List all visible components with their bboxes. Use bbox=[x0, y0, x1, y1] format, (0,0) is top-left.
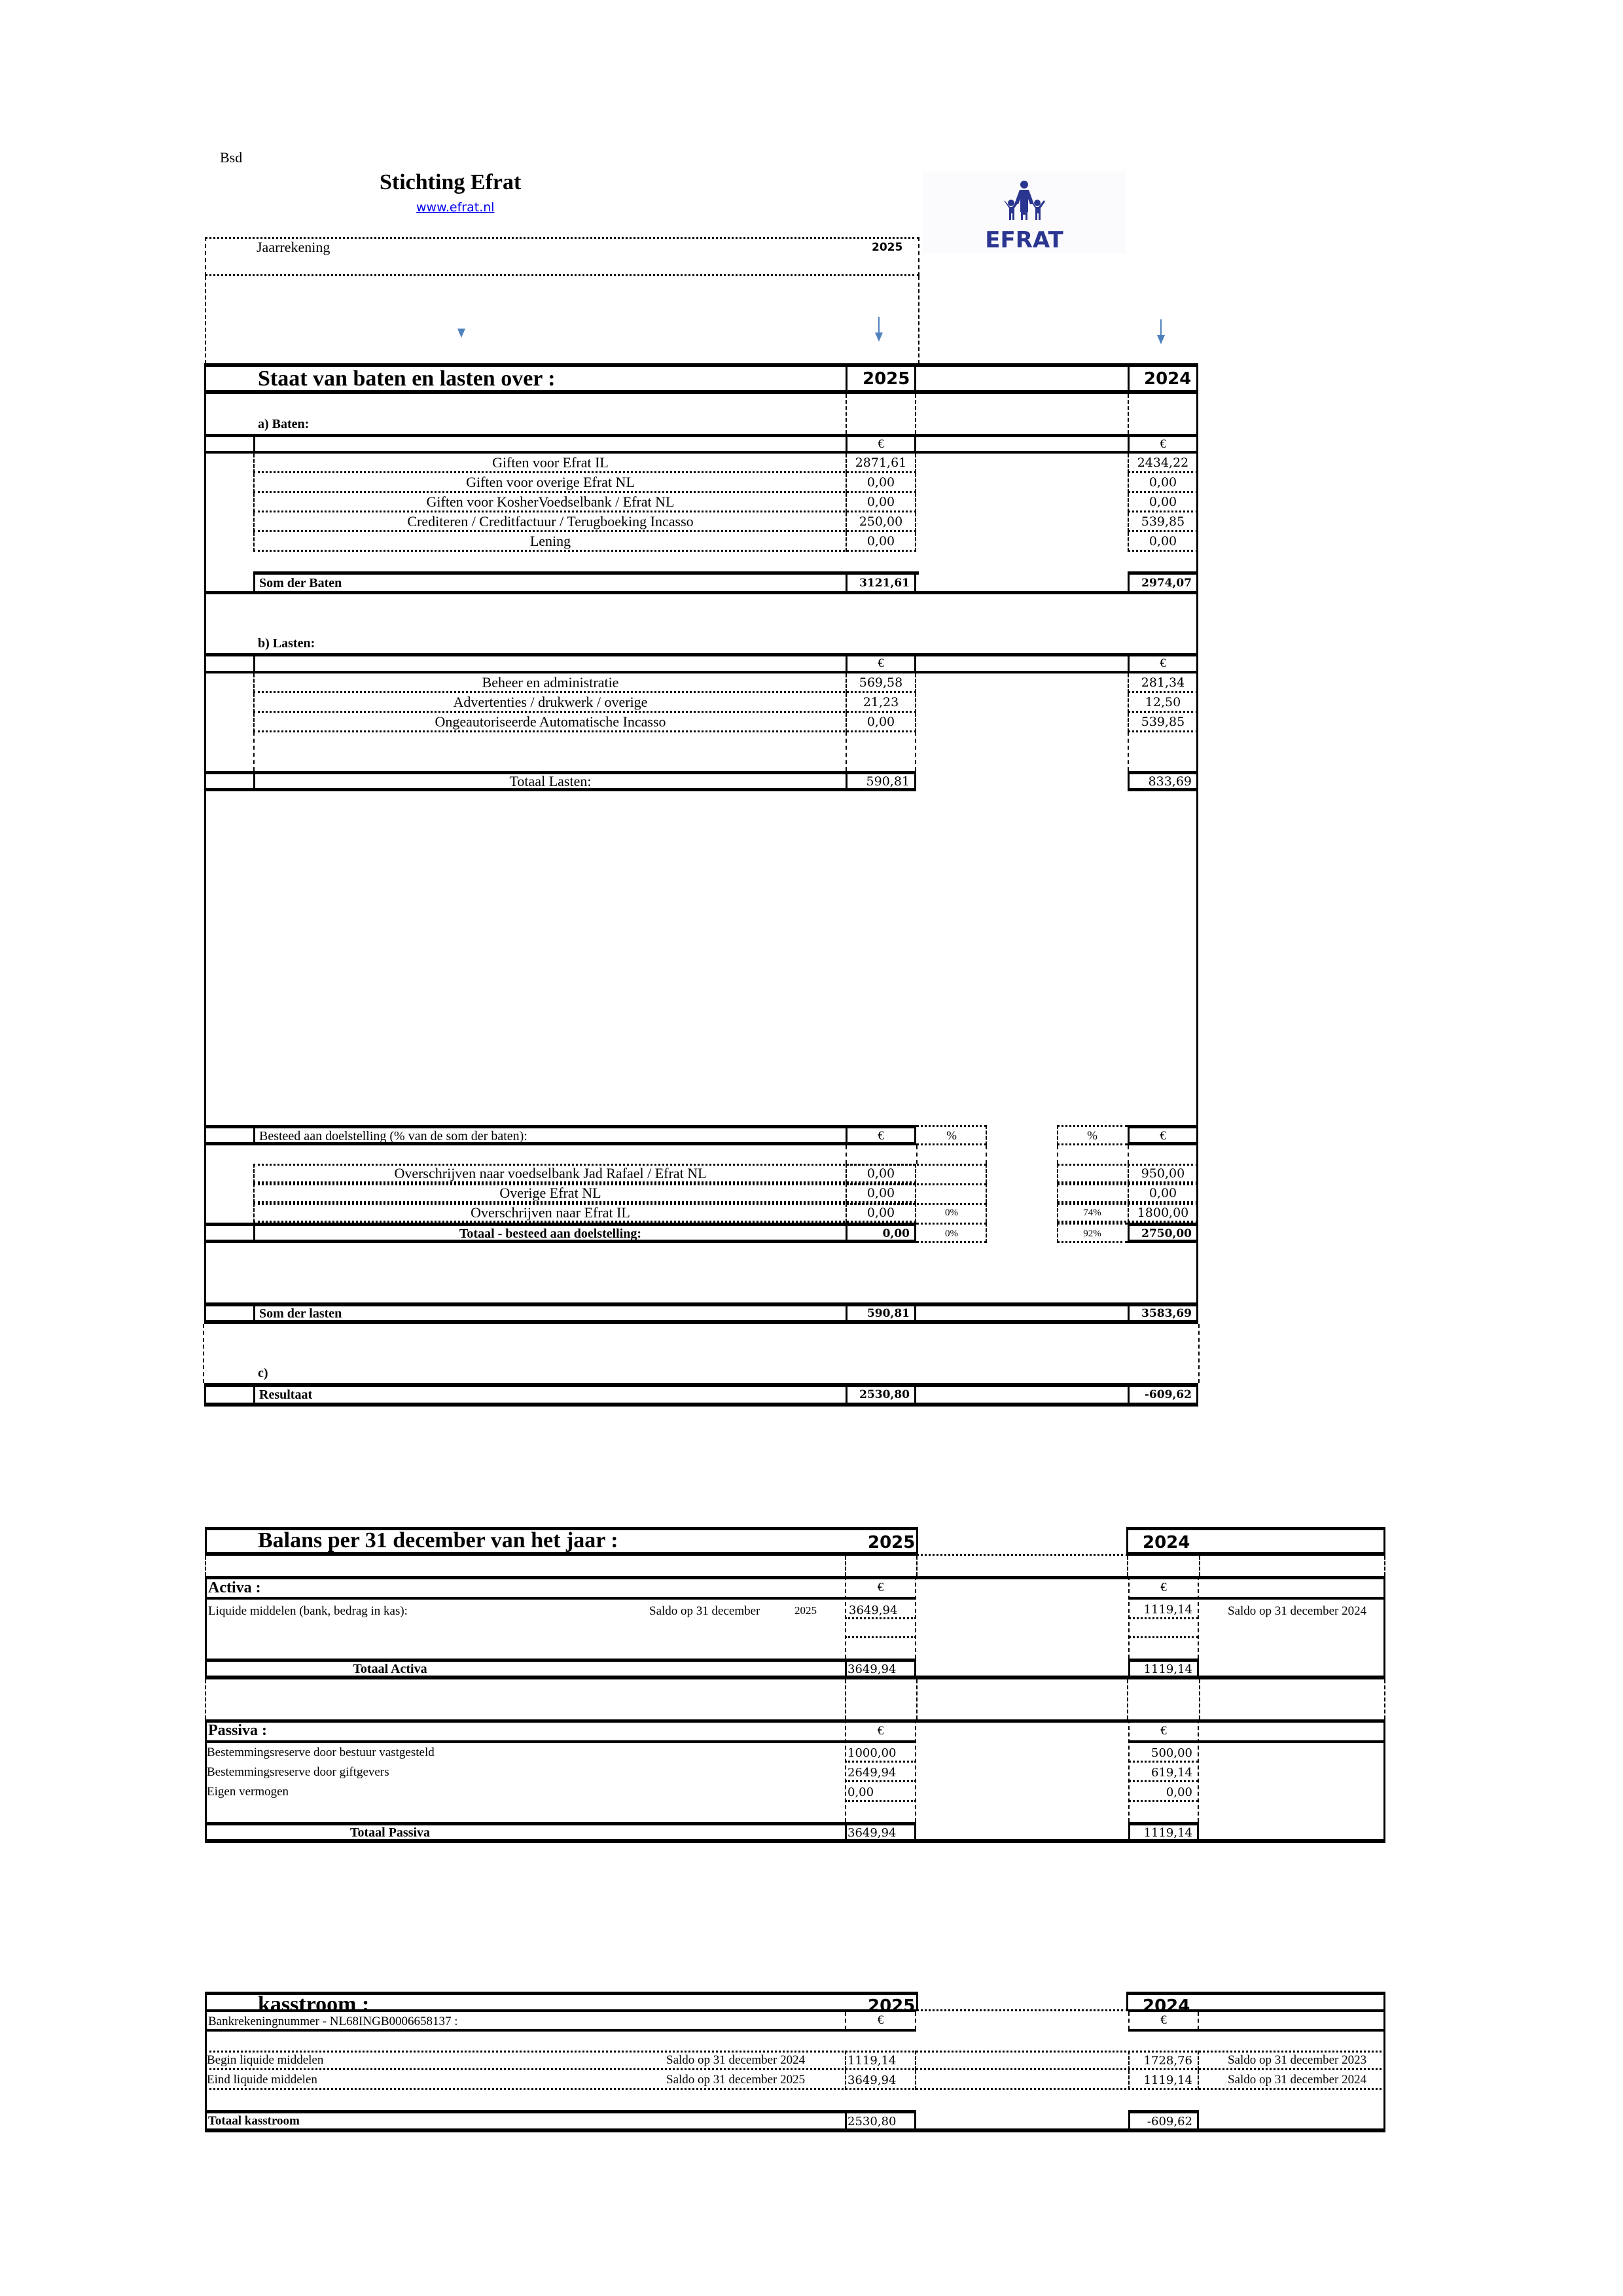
row-value-2024: 0,00 bbox=[1166, 1785, 1192, 1799]
som-lasten-2025: 590,81 bbox=[866, 1307, 910, 1320]
liquide-2025: 3649,94 bbox=[849, 1604, 898, 1617]
totaal-activa-label: Totaal Activa bbox=[353, 1661, 427, 1676]
divider bbox=[205, 1597, 916, 1600]
balance-year-2024: 2024 bbox=[1143, 1533, 1190, 1552]
totaal-kasstroom-label: Totaal kasstroom bbox=[208, 2114, 300, 2128]
divider bbox=[205, 2029, 916, 2032]
col-guide bbox=[845, 1556, 1128, 1576]
lasten-label: b) Lasten: bbox=[258, 636, 315, 651]
totaal-activa-2024: 1119,14 bbox=[1143, 1662, 1192, 1676]
sort-arrow-2025-icon[interactable] bbox=[874, 317, 884, 343]
row-value-2025: 21,23 bbox=[863, 695, 899, 709]
row-pct-2025 bbox=[916, 1183, 987, 1203]
row-value-2024: 0,00 bbox=[1149, 475, 1177, 490]
row-value-2024: 1119,14 bbox=[1143, 2073, 1192, 2087]
col-guide bbox=[205, 1679, 1385, 1719]
corner-text: Bsd bbox=[220, 149, 243, 166]
col-guide bbox=[205, 1556, 1385, 1576]
efrat-logo bbox=[923, 171, 1126, 253]
row-value-2024: 1800,00 bbox=[1137, 1206, 1189, 1220]
organization-name: Stichting Efrat bbox=[380, 170, 522, 194]
col-guide bbox=[1128, 732, 1129, 771]
currency-2024: € bbox=[1160, 1724, 1167, 1738]
baten-label: a) Baten: bbox=[258, 417, 310, 431]
row-label: Bestemmingsreserve door giftgevers bbox=[207, 1765, 389, 1779]
totaal-activa-2025: 3649,94 bbox=[847, 1662, 897, 1676]
totaal-kasstroom-2025: 2530,80 bbox=[847, 2114, 897, 2128]
row-value-2024: 2434,22 bbox=[1137, 456, 1189, 470]
year-2024: 2024 bbox=[1144, 369, 1192, 389]
row-pct-2024: 74% bbox=[1083, 1207, 1101, 1218]
row-value-2025: 0,00 bbox=[866, 1186, 895, 1200]
divider bbox=[845, 1617, 916, 1638]
col-guide bbox=[1128, 1145, 1129, 1164]
som-lasten-label: Som der lasten bbox=[259, 1306, 342, 1321]
cashflow-title: kasstroom : bbox=[258, 1992, 370, 2017]
row-label: Eigen vermogen bbox=[207, 1785, 289, 1799]
currency-2024: € bbox=[1160, 437, 1166, 451]
row-pct-2024 bbox=[1057, 1164, 1128, 1183]
row-label: Begin liquide middelen bbox=[207, 2053, 324, 2067]
liquide-2024: 1119,14 bbox=[1143, 1602, 1192, 1617]
row-note-previous: Saldo op 31 december 2023 bbox=[1228, 2053, 1367, 2067]
col-guide bbox=[916, 1679, 918, 1719]
bank-account-label: Bankrekeningnummer - NL68INGB0006658137 : bbox=[208, 2015, 458, 2028]
row-value-2025: 0,00 bbox=[866, 495, 895, 509]
col-guide bbox=[1128, 394, 1198, 434]
totaal-passiva-2025: 3649,94 bbox=[847, 1825, 897, 1840]
col-guide bbox=[846, 394, 916, 434]
lasten-total-2024: 833,69 bbox=[1148, 774, 1192, 789]
lasten-total-2025: 590,81 bbox=[866, 774, 910, 789]
besteed-total-pct-2024: 92% bbox=[1083, 1228, 1101, 1239]
cashflow-year-2024: 2024 bbox=[1143, 1996, 1190, 2016]
baten-total-2024: 2974,07 bbox=[1141, 577, 1192, 590]
row-value-2024: 950,00 bbox=[1141, 1166, 1185, 1181]
row-value-2024: 539,85 bbox=[1141, 715, 1185, 729]
row-value-2025: 1119,14 bbox=[847, 2053, 897, 2068]
row-label: Eind liquide middelen bbox=[207, 2073, 317, 2087]
spacer-region bbox=[203, 1324, 1200, 1383]
row-label: Advertenties / drukwerk / overige bbox=[453, 694, 648, 710]
row-note: Saldo op 31 december 2025 bbox=[666, 2073, 806, 2087]
totaal-passiva-2024: 1119,14 bbox=[1143, 1825, 1192, 1840]
row-label: Giften voor KosherVoedselbank / Efrat NL bbox=[426, 493, 675, 510]
row-value-2025: 0,00 bbox=[847, 1785, 874, 1799]
currency-2025: € bbox=[877, 1581, 884, 1594]
col-guide bbox=[846, 732, 847, 771]
sort-arrow-2024-icon[interactable] bbox=[1156, 319, 1166, 346]
row-value-2024: 619,14 bbox=[1151, 1765, 1192, 1780]
row-label: Bestemmingsreserve door bestuur vastgesteld bbox=[207, 1746, 435, 1759]
row-value-2025: 2649,94 bbox=[847, 1765, 897, 1780]
row-label: Beheer en administratie bbox=[482, 674, 619, 691]
balance-year-2025: 2025 bbox=[868, 1533, 916, 1552]
row-value-2024: 281,34 bbox=[1141, 675, 1185, 690]
row-value-2025: 569,58 bbox=[859, 675, 903, 690]
row-value-2025: 0,00 bbox=[866, 715, 895, 729]
spacer-region bbox=[205, 276, 919, 364]
col-guide bbox=[253, 732, 916, 771]
col-guide bbox=[1199, 1679, 1200, 1719]
liquide-label: Liquide middelen (bank, bedrag in kas): bbox=[208, 1604, 408, 1618]
baten-total-2025: 3121,61 bbox=[859, 577, 910, 590]
row-value-2024: 0,00 bbox=[1149, 534, 1177, 548]
report-year: 2025 bbox=[872, 241, 903, 254]
resultaat-label: Resultaat bbox=[259, 1387, 313, 1402]
currency-2024: € bbox=[1160, 656, 1166, 670]
col-guide bbox=[1199, 1556, 1200, 1576]
liquide-note: Saldo op 31 december bbox=[649, 1604, 760, 1618]
col-guide bbox=[845, 1679, 1128, 1719]
row-value-2024: 539,85 bbox=[1141, 514, 1185, 529]
row-value-2025: 2871,61 bbox=[855, 456, 907, 470]
row-pct-2025 bbox=[916, 1164, 987, 1183]
currency-2024: € bbox=[1160, 2013, 1167, 2027]
divider bbox=[253, 434, 255, 454]
besteed-total-2025: 0,00 bbox=[882, 1227, 910, 1240]
row-value-2025: 0,00 bbox=[866, 1206, 895, 1220]
row-value-2025: 0,00 bbox=[866, 1166, 895, 1181]
row-value-2025: 0,00 bbox=[866, 475, 895, 490]
logo-text: EFRAT bbox=[985, 227, 1063, 253]
row-pct-2025: 0% bbox=[945, 1207, 958, 1218]
row-label: Ongeautoriseerde Automatische Incasso bbox=[435, 713, 666, 730]
som-lasten-2024: 3583,69 bbox=[1141, 1307, 1192, 1320]
cashflow-year-2025: 2025 bbox=[868, 1996, 916, 2016]
resultaat-2025: 2530,80 bbox=[859, 1388, 910, 1401]
passiva-label: Passiva : bbox=[208, 1722, 267, 1739]
besteed-total-2024: 2750,00 bbox=[1141, 1227, 1192, 1240]
baten-total-label: Som der Baten bbox=[259, 575, 342, 590]
liquide-note-year: 2025 bbox=[794, 1604, 817, 1617]
divider bbox=[253, 653, 255, 673]
currency-2024: € bbox=[1160, 1581, 1167, 1594]
currency-2025: € bbox=[877, 1724, 884, 1738]
currency-2025: € bbox=[878, 437, 884, 451]
row-label: Lening bbox=[529, 533, 571, 549]
divider bbox=[916, 1527, 1128, 1556]
row-value-2024: 500,00 bbox=[1151, 1746, 1192, 1760]
besteed-total-label: Totaal - besteed aan doelstelling: bbox=[459, 1226, 642, 1241]
row-value-2024: 0,00 bbox=[1149, 495, 1177, 509]
divider bbox=[916, 1992, 1128, 2011]
row-label: Giften voor Efrat IL bbox=[492, 454, 609, 471]
balance-title: Balans per 31 december van het jaar : bbox=[258, 1528, 618, 1552]
row-label: Overschrijven naar Efrat IL bbox=[471, 1204, 630, 1221]
row-value-2025: 0,00 bbox=[866, 534, 895, 548]
percent-2024: % bbox=[1087, 1129, 1097, 1143]
col-guide bbox=[916, 1556, 918, 1576]
website-link[interactable]: www.efrat.nl bbox=[416, 200, 495, 215]
besteed-label: Besteed aan doelstelling (% van de som der baten): bbox=[259, 1128, 527, 1143]
currency-2025: € bbox=[878, 1129, 884, 1143]
currency-2025: € bbox=[878, 656, 884, 670]
report-label: Jaarrekening bbox=[257, 239, 330, 255]
row-note: Saldo op 31 december 2024 bbox=[666, 2053, 806, 2067]
row-value-2025: 3649,94 bbox=[847, 2073, 897, 2087]
divider bbox=[1128, 1617, 1199, 1638]
col-guide bbox=[916, 1145, 918, 1164]
lasten-currency-row bbox=[204, 653, 1198, 673]
currency-2025: € bbox=[877, 2013, 884, 2027]
row-label: Overige Efrat NL bbox=[499, 1185, 601, 1201]
resultaat-2024: -609,62 bbox=[1144, 1388, 1192, 1401]
totaal-passiva-label: Totaal Passiva bbox=[349, 1825, 431, 1840]
currency-2024: € bbox=[1160, 1129, 1166, 1143]
activa-label: Activa : bbox=[208, 1579, 261, 1596]
row-pct-2024 bbox=[1057, 1183, 1128, 1203]
baten-currency-row bbox=[204, 434, 1198, 454]
row-note-previous: Saldo op 31 december 2024 bbox=[1228, 2073, 1367, 2087]
row-value-2024: 1728,76 bbox=[1143, 2053, 1192, 2068]
row-value-2024: 12,50 bbox=[1145, 695, 1181, 709]
income-title: Staat van baten en lasten over : bbox=[258, 367, 556, 391]
row-label: Giften voor overige Efrat NL bbox=[466, 474, 635, 490]
dropdown-arrow-icon[interactable] bbox=[457, 327, 466, 340]
besteed-total-pct-2025: 0% bbox=[945, 1228, 958, 1239]
year-2025: 2025 bbox=[863, 369, 910, 389]
row-value-2025: 1000,00 bbox=[847, 1746, 897, 1760]
row-label: Overschrijven naar voedselbank Jad Rafael / Efrat NL bbox=[394, 1165, 707, 1181]
totaal-kasstroom-2024: -609,62 bbox=[1147, 2114, 1192, 2128]
lasten-total-label: Totaal Lasten: bbox=[509, 773, 592, 789]
row-value-2025: 250,00 bbox=[859, 514, 903, 529]
row-label: Crediteren / Creditfactuur / Terugboeking Incasso bbox=[407, 513, 694, 529]
percent-2025: % bbox=[946, 1129, 957, 1143]
row-value-2024: 0,00 bbox=[1149, 1186, 1177, 1200]
resultaat-section-label: c) bbox=[258, 1366, 268, 1380]
liquide-2024-note: Saldo op 31 december 2024 bbox=[1228, 1604, 1367, 1618]
family-figures-icon bbox=[923, 171, 1126, 253]
